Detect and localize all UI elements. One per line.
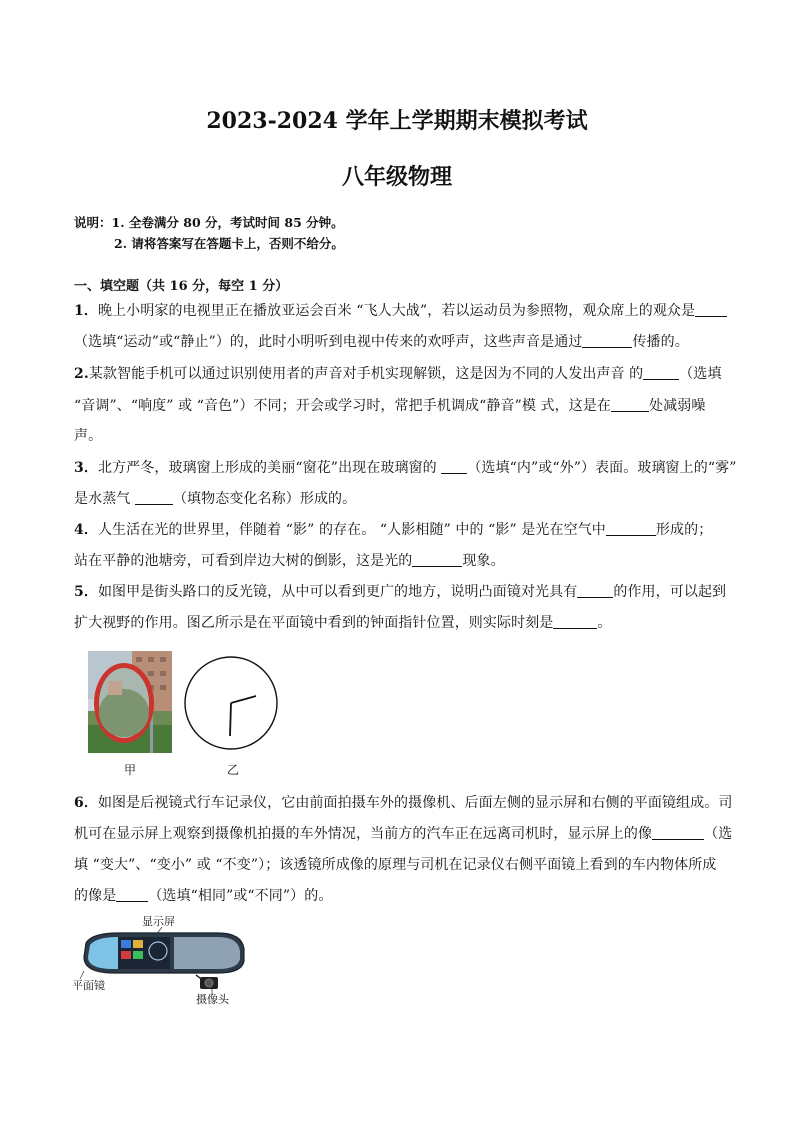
question-6-text: 填 “变大”、“变小” 或 “不变”）；该透镜所成像的原理与司机在记录仪右侧平面镜上看到的车内物体所成 bbox=[74, 857, 717, 873]
label-plane-mirror: 平面镜 bbox=[72, 979, 105, 992]
question-3-text: 是水蒸气 bbox=[74, 491, 135, 507]
figure-caption-b: 乙 bbox=[227, 763, 240, 777]
question-6-line-4 bbox=[74, 885, 724, 905]
question-6-line-1 bbox=[74, 792, 733, 812]
answer-blank[interactable] bbox=[611, 397, 649, 412]
question-5-text: 。 bbox=[597, 615, 612, 631]
question-3-line-1 bbox=[74, 457, 737, 477]
question-5-line-2 bbox=[74, 612, 724, 632]
answer-blank[interactable] bbox=[553, 614, 597, 629]
question-4-line-1 bbox=[74, 519, 724, 539]
question-6-text: （选 bbox=[704, 826, 733, 842]
question-6-text: （选填“相同”或“不同”）的。 bbox=[148, 888, 333, 904]
question-6-line-2 bbox=[74, 823, 733, 843]
question-4-line-2 bbox=[74, 550, 724, 570]
question-5-text: 扩大视野的作用。图乙所示是在平面镜中看到的钟面指针位置，则实际时刻是 bbox=[74, 615, 554, 631]
instructions-label: 说明： bbox=[74, 215, 112, 230]
question-2-text: “音调”、“响度” 或 “音色”）不同；开会或学习时，常把手机调成“静音”模 式，这是在 bbox=[74, 398, 612, 414]
question-2-line-2 bbox=[74, 395, 724, 415]
question-3-text: 北方严冬，玻璃窗上形成的美丽“窗花”出现在玻璃窗的 bbox=[97, 460, 442, 476]
question-3-number: 3． bbox=[74, 460, 98, 476]
question-2-text: （选填 bbox=[679, 366, 722, 382]
figure-caption-a: 甲 bbox=[124, 763, 137, 777]
convex-mirror-photo bbox=[88, 651, 172, 753]
question-2-number: 2. bbox=[74, 366, 89, 382]
clock-minute-hand bbox=[230, 703, 231, 736]
question-4-text: 形成的； bbox=[655, 522, 713, 538]
question-5-line-1 bbox=[74, 581, 727, 601]
page-subtitle: 八年级物理 bbox=[341, 164, 452, 190]
question-5-number: 5． bbox=[74, 584, 98, 600]
question-4-text: 站在平静的池塘旁，可看到岸边大树的倒影，这是光的 bbox=[74, 553, 413, 569]
label-camera: 摄像头 bbox=[196, 993, 229, 1006]
question-6-text: 如图是后视镜式行车记录仪，它由前面拍摄车外的摄像机、后面左侧的显示屏和右侧的平面镜组成。司 bbox=[97, 795, 733, 811]
question-6-text: 的像是 bbox=[74, 888, 117, 904]
question-1-line-1 bbox=[74, 300, 724, 320]
question-1-text: （选填“运动”或“静止”）的，此时小明听到电视中传来的欢呼声，这些声音是通过 bbox=[74, 334, 583, 350]
question-2-text: 处减弱噪 bbox=[649, 398, 706, 414]
question-2-line-1 bbox=[74, 363, 724, 383]
answer-blank[interactable] bbox=[116, 887, 148, 902]
answer-blank[interactable] bbox=[652, 825, 704, 840]
question-3-line-2 bbox=[74, 488, 724, 508]
question-2-line-3 bbox=[74, 425, 724, 445]
question-6-line-3 bbox=[74, 854, 724, 874]
section-heading: 一、填空题（共 16 分，每空 1 分） bbox=[74, 279, 289, 294]
question-1-text: 晚上小明家的电视里正在播放亚运会百米 “飞人大战”，若以运动员为参照物，观众席上的观众是 bbox=[97, 303, 696, 319]
page-title: 2023-2024 学年上学期期末模拟考试 bbox=[206, 108, 588, 134]
answer-blank[interactable] bbox=[606, 521, 656, 536]
question-2-text: 某款智能手机可以通过识别使用者的声音对手机实现解锁，这是因为不同的人发出声音 的 bbox=[88, 366, 644, 382]
instructions-line-2: 2. 请将答案写在答题卡上，否则不给分。 bbox=[114, 236, 344, 251]
question-4-text: 现象。 bbox=[462, 553, 505, 569]
answer-blank[interactable] bbox=[695, 302, 727, 317]
question-3-text: （选填“内”或“外”）表面。玻璃窗上的“雾” bbox=[467, 460, 737, 476]
answer-blank[interactable] bbox=[582, 333, 632, 348]
instructions-line-1 bbox=[74, 213, 344, 231]
question-6-text: 机可在显示屏上观察到摄像机拍摄的车外情况，当前方的汽车正在远离司机时，显示屏上的像 bbox=[74, 826, 653, 842]
instructions-text-1: 1. 全卷满分 80 分，考试时间 85 分钟。 bbox=[111, 215, 344, 230]
question-1-number: 1． bbox=[74, 303, 98, 319]
question-1-text: 传播的。 bbox=[632, 334, 689, 350]
label-display-screen: 显示屏 bbox=[142, 915, 175, 928]
answer-blank[interactable] bbox=[412, 552, 462, 567]
question-3-text: （填物态变化名称）形成的。 bbox=[172, 491, 357, 507]
answer-blank[interactable] bbox=[135, 490, 173, 505]
question-1-line-2 bbox=[74, 331, 724, 351]
question-5-text: 的作用，可以起到 bbox=[613, 584, 727, 600]
question-2-text: 声。 bbox=[74, 428, 103, 444]
question-4-text: 人生活在光的世界里，伴随着 “影” 的存在。 “人影相随” 中的 “影” 是光在空气中 bbox=[97, 522, 606, 538]
question-4-number: 4． bbox=[74, 522, 98, 538]
question-6-number: 6． bbox=[74, 795, 98, 811]
answer-blank[interactable] bbox=[643, 365, 679, 380]
answer-blank[interactable] bbox=[441, 459, 467, 474]
question-5-text: 如图甲是街头路口的反光镜，从中可以看到更广的地方，说明凸面镜对光具有 bbox=[97, 584, 578, 600]
answer-blank[interactable] bbox=[577, 583, 613, 598]
clock-face-diagram bbox=[182, 654, 280, 752]
